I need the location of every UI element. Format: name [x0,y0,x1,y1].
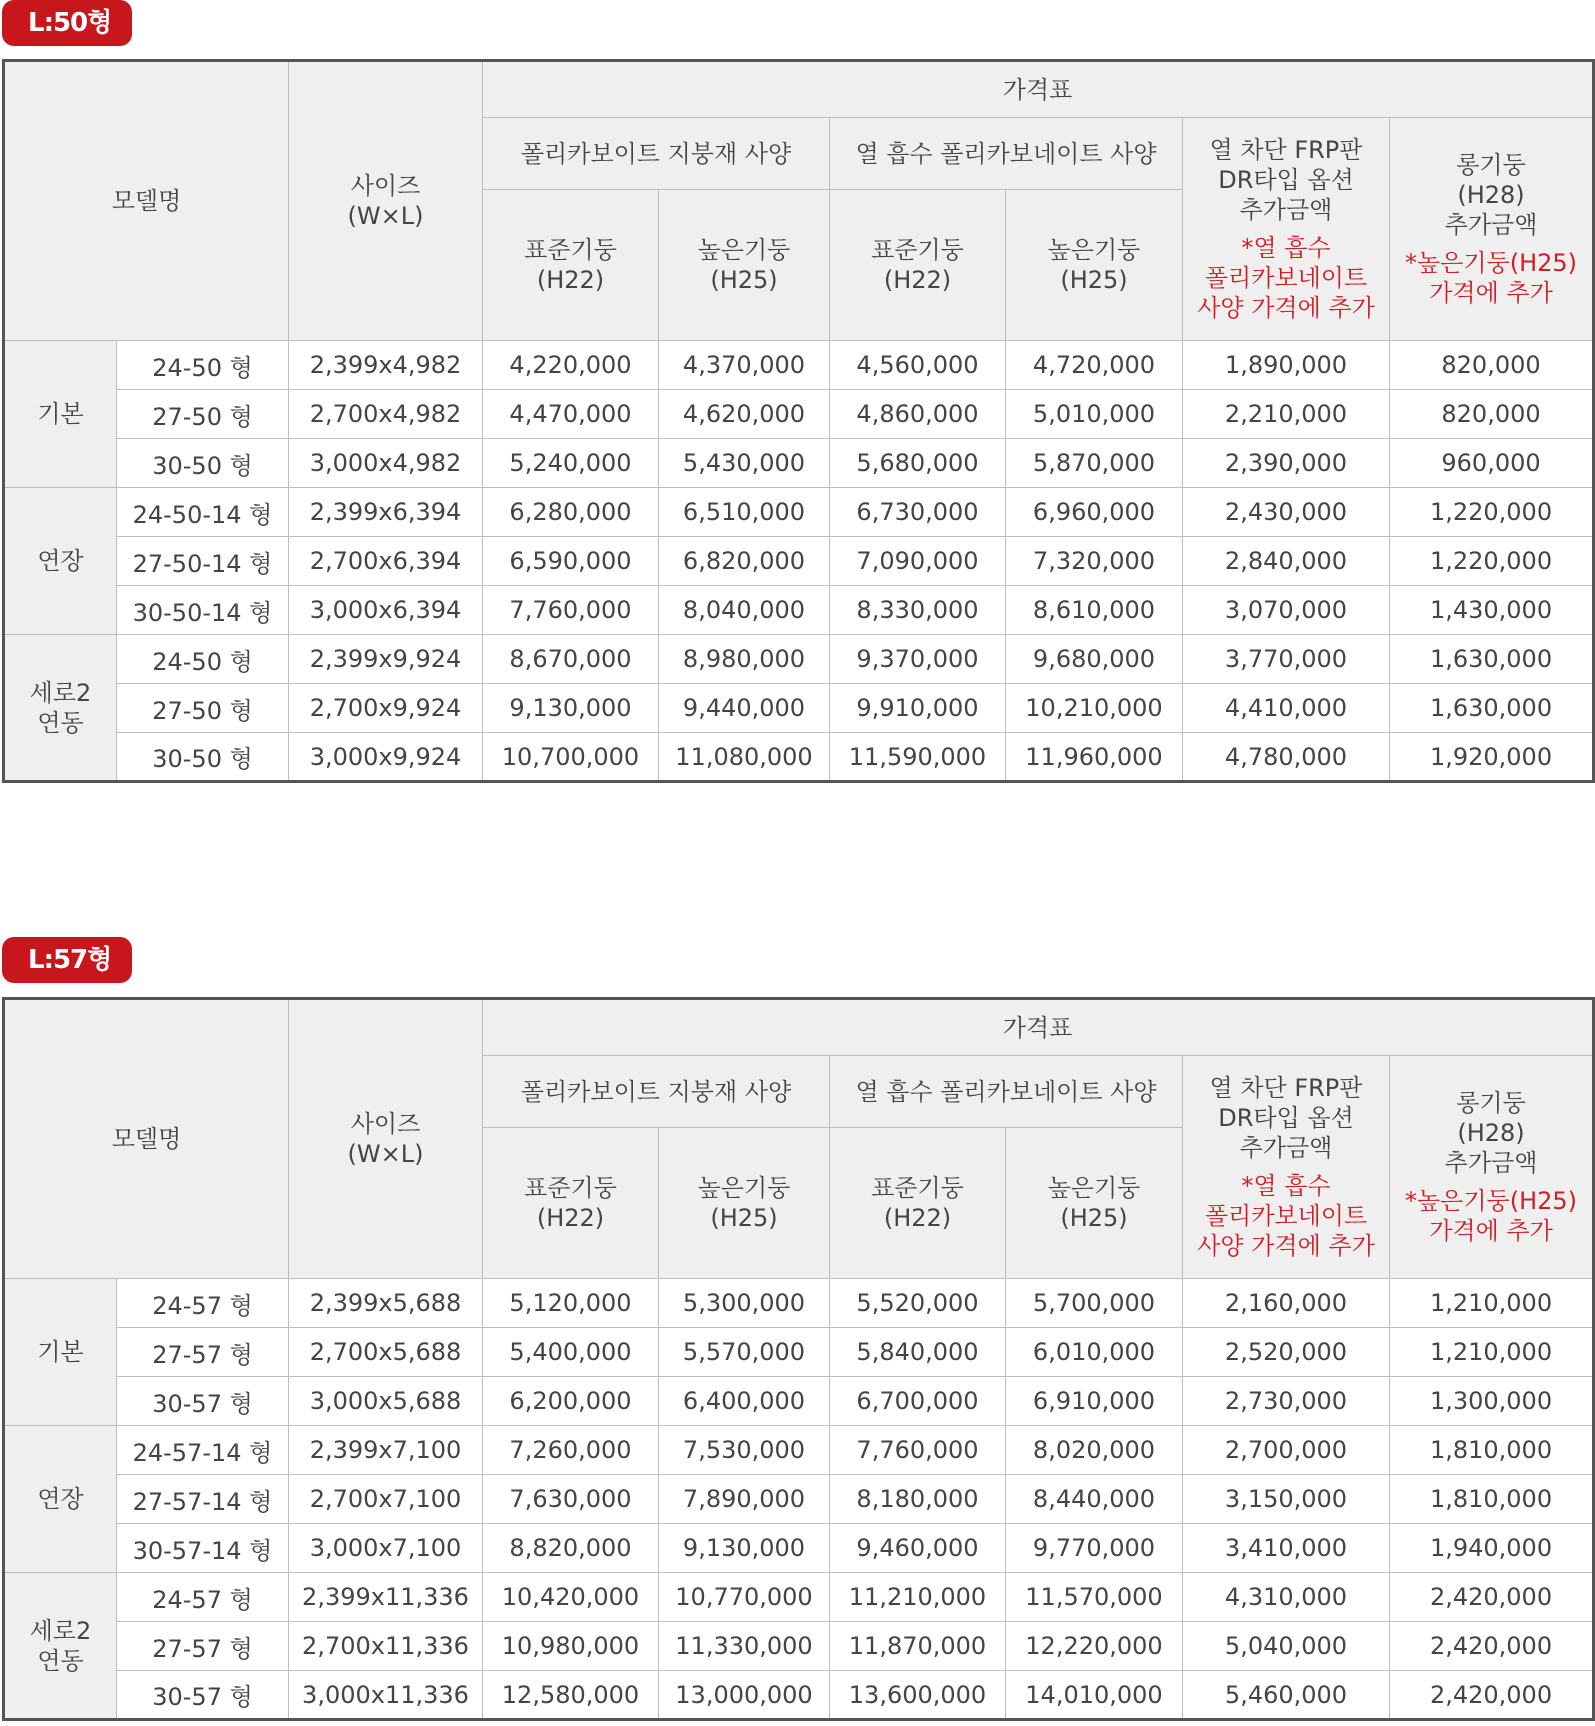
group-vertical [4,1573,117,1720]
heat-std-price: 6,700,000 [830,1377,1006,1426]
size: 3,000x11,336 [289,1671,483,1720]
high-pillar-label: 높은기둥 [697,236,791,264]
poly-high-price: 7,890,000 [659,1475,830,1524]
long-pillar-price: 960,000 [1390,439,1594,488]
high-pillar-height: (H25) [710,266,778,294]
table-row [4,341,1594,390]
poly-high-price: 6,820,000 [659,537,830,586]
poly-high-price: 4,620,000 [659,390,830,439]
long-pillar-price: 2,420,000 [1390,1573,1594,1622]
heat-high-price: 12,220,000 [1006,1622,1183,1671]
group-label: 기본 [37,1338,84,1366]
heat-std-price: 6,730,000 [830,488,1006,537]
heat-high-price: 9,770,000 [1006,1524,1183,1573]
heat-high-price: 8,020,000 [1006,1426,1183,1475]
size: 3,000x9,924 [289,733,483,782]
poly-high-price: 4,370,000 [659,341,830,390]
model-name: 27-57 형 [117,1622,289,1671]
high-pillar-height: (H25) [710,1204,778,1232]
header-price-table: 가격표 [483,999,1594,1056]
high-pillar-height: (H25) [1060,266,1128,294]
long-pillar-price: 1,220,000 [1390,488,1594,537]
group-label: 기본 [37,400,84,428]
long-pillar-price: 1,300,000 [1390,1377,1594,1426]
model-name: 30-50 형 [117,439,289,488]
header-heat-std [830,1128,1006,1279]
model-name: 24-50 형 [117,635,289,684]
high-pillar-label: 높은기둥 [697,1174,791,1202]
frp-note1: *열 흡수 [1241,1172,1331,1200]
heat-high-price: 8,440,000 [1006,1475,1183,1524]
header-size-unit: (W×L) [347,202,424,230]
poly-std-price: 7,760,000 [483,586,659,635]
poly-std-price: 10,700,000 [483,733,659,782]
table-row [4,684,1594,733]
poly-std-price: 4,470,000 [483,390,659,439]
heat-std-price: 11,210,000 [830,1573,1006,1622]
poly-high-price: 11,080,000 [659,733,830,782]
price-section-l50 [2,59,1592,783]
group-extend [4,1426,117,1573]
heat-high-price: 6,010,000 [1006,1328,1183,1377]
long-pillar-price: 1,810,000 [1390,1426,1594,1475]
long-line1: 롱기둥 [1456,151,1526,179]
group-label: 연장 [37,547,84,575]
size: 3,000x4,982 [289,439,483,488]
high-pillar-label: 높은기둥 [1047,236,1141,264]
high-pillar-height: (H25) [1060,1204,1128,1232]
heat-high-price: 9,680,000 [1006,635,1183,684]
model-name: 27-57-14 형 [117,1475,289,1524]
table-row [4,439,1594,488]
model-name: 30-50 형 [117,733,289,782]
long-pillar-price: 1,630,000 [1390,635,1594,684]
frp-option-price: 5,040,000 [1183,1622,1390,1671]
frp-note2: 폴리카보네이트 [1204,264,1368,292]
heat-std-price: 5,840,000 [830,1328,1006,1377]
header-size-unit: (W×L) [347,1140,424,1168]
header-poly-high [659,190,830,341]
poly-std-price: 9,130,000 [483,684,659,733]
poly-std-price: 8,670,000 [483,635,659,684]
heat-high-price: 10,210,000 [1006,684,1183,733]
header-model: 모델명 [4,61,289,341]
size: 3,000x7,100 [289,1524,483,1573]
poly-std-price: 6,280,000 [483,488,659,537]
frp-option-price: 2,520,000 [1183,1328,1390,1377]
long-pillar-price: 1,940,000 [1390,1524,1594,1573]
size: 2,399x7,100 [289,1426,483,1475]
heat-high-price: 6,910,000 [1006,1377,1183,1426]
poly-high-price: 9,130,000 [659,1524,830,1573]
heat-high-price: 14,010,000 [1006,1671,1183,1720]
heat-high-price: 5,010,000 [1006,390,1183,439]
model-name: 27-50 형 [117,684,289,733]
long-pillar-price: 2,420,000 [1390,1671,1594,1720]
std-pillar-height: (H22) [883,266,952,294]
frp-option-price: 2,210,000 [1183,390,1390,439]
frp-option-price: 2,840,000 [1183,537,1390,586]
header-poly-high [659,1128,830,1279]
header-heat-high [1006,190,1183,341]
frp-option-price: 4,410,000 [1183,684,1390,733]
model-name: 24-57-14 형 [117,1426,289,1475]
long-pillar-price: 1,430,000 [1390,586,1594,635]
group-basic [4,1279,117,1426]
poly-high-price: 6,510,000 [659,488,830,537]
heat-high-price: 11,960,000 [1006,733,1183,782]
heat-std-price: 11,870,000 [830,1622,1006,1671]
poly-high-price: 9,440,000 [659,684,830,733]
header-poly-spec: 폴리카보이트 지붕재 사양 [483,1056,830,1128]
group-label: 연장 [37,1485,84,1513]
std-pillar-label: 표준기둥 [871,236,964,264]
header-size [289,61,483,341]
table-row [4,1279,1594,1328]
frp-line1: 열 차단 FRP판 [1209,1074,1363,1102]
heat-std-price: 13,600,000 [830,1671,1006,1720]
size: 2,700x6,394 [289,537,483,586]
heat-high-price: 6,960,000 [1006,488,1183,537]
heat-std-price: 8,330,000 [830,586,1006,635]
poly-std-price: 5,240,000 [483,439,659,488]
table-row [4,488,1594,537]
size: 2,399x11,336 [289,1573,483,1622]
size: 2,399x5,688 [289,1279,483,1328]
model-name: 30-50-14 형 [117,586,289,635]
group-label: 연동 [37,1646,84,1675]
std-pillar-height: (H22) [883,1204,952,1232]
header-size-label: 사이즈 [350,1110,421,1138]
heat-std-price: 4,860,000 [830,390,1006,439]
header-heat-high [1006,1128,1183,1279]
poly-std-price: 6,590,000 [483,537,659,586]
header-price-table: 가격표 [483,61,1594,118]
long-line1: 롱기둥 [1456,1089,1526,1117]
size: 2,399x9,924 [289,635,483,684]
size: 2,700x9,924 [289,684,483,733]
std-pillar-label: 표준기둥 [524,1174,617,1202]
frp-note1: *열 흡수 [1241,234,1331,262]
header-size-label: 사이즈 [350,172,421,200]
frp-option-price: 2,390,000 [1183,439,1390,488]
poly-high-price: 8,980,000 [659,635,830,684]
table-row [4,1671,1594,1720]
header-poly-spec: 폴리카보이트 지붕재 사양 [483,118,830,190]
frp-line3: 추가금액 [1239,196,1333,224]
table-row [4,537,1594,586]
model-name: 24-57 형 [117,1279,289,1328]
std-pillar-height: (H22) [536,266,605,294]
poly-std-price: 10,980,000 [483,1622,659,1671]
header-poly-std [483,1128,659,1279]
long-note1: *높은기둥(H25) [1404,1187,1578,1215]
header-frp-option [1183,1056,1390,1279]
heat-std-price: 9,910,000 [830,684,1006,733]
poly-high-price: 8,040,000 [659,586,830,635]
heat-std-price: 8,180,000 [830,1475,1006,1524]
header-heat-spec: 열 흡수 폴리카보네이트 사양 [830,118,1183,190]
heat-high-price: 5,870,000 [1006,439,1183,488]
frp-line3: 추가금액 [1239,1134,1333,1162]
frp-option-price: 2,700,000 [1183,1426,1390,1475]
poly-high-price: 5,430,000 [659,439,830,488]
frp-option-price: 1,890,000 [1183,341,1390,390]
std-pillar-label: 표준기둥 [871,1174,964,1202]
poly-std-price: 5,120,000 [483,1279,659,1328]
model-name: 24-50-14 형 [117,488,289,537]
std-pillar-label: 표준기둥 [524,236,617,264]
table-row [4,1328,1594,1377]
heat-std-price: 5,680,000 [830,439,1006,488]
poly-high-price: 10,770,000 [659,1573,830,1622]
frp-option-price: 3,770,000 [1183,635,1390,684]
group-label: 연동 [37,708,84,737]
poly-std-price: 7,260,000 [483,1426,659,1475]
poly-std-price: 7,630,000 [483,1475,659,1524]
heat-std-price: 9,460,000 [830,1524,1006,1573]
header-long-pillar [1390,118,1594,341]
price-table [2,59,1595,783]
frp-line2: DR타입 옵션 [1218,1104,1354,1132]
frp-option-price: 4,310,000 [1183,1573,1390,1622]
long-pillar-price: 1,630,000 [1390,684,1594,733]
poly-high-price: 7,530,000 [659,1426,830,1475]
heat-std-price: 4,560,000 [830,341,1006,390]
poly-std-price: 10,420,000 [483,1573,659,1622]
table-row [4,635,1594,684]
frp-line1: 열 차단 FRP판 [1209,136,1363,164]
heat-std-price: 7,090,000 [830,537,1006,586]
poly-high-price: 11,330,000 [659,1622,830,1671]
poly-std-price: 8,820,000 [483,1524,659,1573]
long-pillar-price: 1,220,000 [1390,537,1594,586]
header-frp-option [1183,118,1390,341]
model-name: 27-50-14 형 [117,537,289,586]
section-label: L:57형 [2,937,132,983]
long-note1: *높은기둥(H25) [1404,249,1578,277]
heat-std-price: 7,760,000 [830,1426,1006,1475]
high-pillar-label: 높은기둥 [1047,1174,1141,1202]
heat-high-price: 8,610,000 [1006,586,1183,635]
poly-high-price: 13,000,000 [659,1671,830,1720]
section-label: L:50형 [2,0,132,46]
group-basic [4,341,117,488]
long-note2: 가격에 추가 [1429,279,1553,307]
poly-std-price: 6,200,000 [483,1377,659,1426]
frp-note2: 폴리카보네이트 [1204,1202,1368,1230]
frp-option-price: 3,410,000 [1183,1524,1390,1573]
group-label: 세로2 [29,678,92,707]
frp-note3: 사양 가격에 추가 [1197,1232,1375,1260]
model-name: 30-57 형 [117,1377,289,1426]
size: 2,700x11,336 [289,1622,483,1671]
group-vertical [4,635,117,782]
long-pillar-price: 1,210,000 [1390,1328,1594,1377]
size: 2,399x6,394 [289,488,483,537]
frp-note3: 사양 가격에 추가 [1197,294,1375,322]
frp-line2: DR타입 옵션 [1218,166,1354,194]
heat-high-price: 11,570,000 [1006,1573,1183,1622]
poly-std-price: 4,220,000 [483,341,659,390]
model-name: 30-57 형 [117,1671,289,1720]
long-line2: (H28) [1457,1119,1525,1147]
long-pillar-price: 1,210,000 [1390,1279,1594,1328]
size: 2,399x4,982 [289,341,483,390]
std-pillar-height: (H22) [536,1204,605,1232]
header-long-pillar [1390,1056,1594,1279]
model-name: 30-57-14 형 [117,1524,289,1573]
long-note2: 가격에 추가 [1429,1217,1553,1245]
size: 2,700x7,100 [289,1475,483,1524]
table-row [4,1573,1594,1622]
heat-std-price: 11,590,000 [830,733,1006,782]
header-poly-std [483,190,659,341]
size: 2,700x5,688 [289,1328,483,1377]
model-name: 27-57 형 [117,1328,289,1377]
poly-std-price: 12,580,000 [483,1671,659,1720]
frp-option-price: 5,460,000 [1183,1671,1390,1720]
table-row [4,1426,1594,1475]
header-heat-spec: 열 흡수 폴리카보네이트 사양 [830,1056,1183,1128]
header-size [289,999,483,1279]
frp-option-price: 4,780,000 [1183,733,1390,782]
size: 2,700x4,982 [289,390,483,439]
long-line3: 추가금액 [1444,1149,1538,1177]
header-heat-std [830,190,1006,341]
heat-high-price: 4,720,000 [1006,341,1183,390]
model-name: 27-50 형 [117,390,289,439]
table-row [4,1377,1594,1426]
model-name: 24-57 형 [117,1573,289,1622]
long-pillar-price: 1,920,000 [1390,733,1594,782]
frp-option-price: 3,070,000 [1183,586,1390,635]
poly-high-price: 6,400,000 [659,1377,830,1426]
table-row [4,1622,1594,1671]
frp-option-price: 2,160,000 [1183,1279,1390,1328]
long-pillar-price: 2,420,000 [1390,1622,1594,1671]
poly-std-price: 5,400,000 [483,1328,659,1377]
table-row [4,1475,1594,1524]
long-pillar-price: 820,000 [1390,390,1594,439]
long-line3: 추가금액 [1444,211,1538,239]
poly-high-price: 5,570,000 [659,1328,830,1377]
size: 3,000x5,688 [289,1377,483,1426]
price-section-l57 [2,997,1592,1721]
table-row [4,1524,1594,1573]
heat-std-price: 9,370,000 [830,635,1006,684]
table-row [4,586,1594,635]
poly-high-price: 5,300,000 [659,1279,830,1328]
group-extend [4,488,117,635]
model-name: 24-50 형 [117,341,289,390]
table-row [4,390,1594,439]
group-label: 세로2 [29,1616,92,1645]
frp-option-price: 3,150,000 [1183,1475,1390,1524]
size: 3,000x6,394 [289,586,483,635]
table-row [4,733,1594,782]
header-model: 모델명 [4,999,289,1279]
heat-high-price: 5,700,000 [1006,1279,1183,1328]
long-pillar-price: 820,000 [1390,341,1594,390]
long-pillar-price: 1,810,000 [1390,1475,1594,1524]
heat-std-price: 5,520,000 [830,1279,1006,1328]
price-table [2,997,1595,1721]
frp-option-price: 2,430,000 [1183,488,1390,537]
long-line2: (H28) [1457,181,1525,209]
frp-option-price: 2,730,000 [1183,1377,1390,1426]
heat-high-price: 7,320,000 [1006,537,1183,586]
